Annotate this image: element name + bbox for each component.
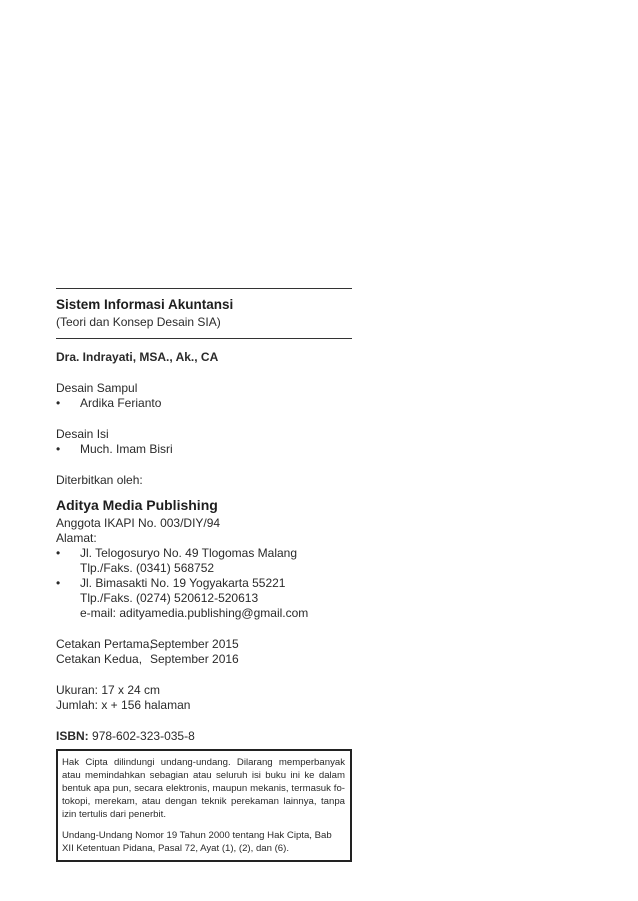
book-title: Sistem Informasi Akuntansi: [56, 297, 234, 312]
edition-date: September 2015: [150, 637, 239, 651]
address-item: [56, 576, 352, 591]
page-count: Jumlah: x + 156 halaman: [56, 698, 191, 712]
bottom-rule: [56, 338, 352, 339]
book-subtitle: (Teori dan Konsep Desain SIA): [56, 315, 221, 329]
bullet-icon: •: [56, 546, 61, 560]
isbn-label: ISBN:: [56, 729, 89, 743]
cover-designer-item: [56, 396, 352, 411]
edition-label: Cetakan Kedua,: [56, 652, 143, 666]
edition-label: Cetakan Pertama,: [56, 637, 153, 651]
address-phone: Tlp./Faks. (0274) 520612-520613: [80, 591, 259, 605]
book-size: Ukuran: 17 x 24 cm: [56, 683, 161, 697]
interior-design-label: Desain Isi: [56, 427, 109, 441]
edition-row: [56, 637, 352, 652]
interior-designer-item: [56, 442, 352, 457]
address-line: Jl. Bimasakti No. 19 Yogyakarta 55221: [80, 576, 286, 590]
bullet-icon: •: [56, 396, 61, 410]
copyright-page: [56, 288, 352, 862]
copyright-notice-box: [56, 749, 352, 862]
address-line: Jl. Telogosuryo No. 49 Tlogomas Malang: [80, 546, 298, 560]
cover-designer-name: Ardika Ferianto: [80, 396, 162, 410]
edition-row: [56, 652, 352, 667]
bullet-icon: •: [56, 576, 61, 590]
address-item: [56, 546, 352, 561]
publisher-name: Aditya Media Publishing: [56, 497, 218, 513]
isbn-line: [56, 729, 352, 744]
cover-design-label: Desain Sampul: [56, 381, 138, 395]
address-label: Alamat:: [56, 531, 97, 545]
bullet-icon: •: [56, 442, 61, 456]
published-by-label: Diterbitkan oleh:: [56, 473, 143, 487]
isbn-value: 978-602-323-035-8: [92, 729, 195, 743]
address-phone: Tlp./Faks. (0341) 568752: [80, 561, 215, 575]
top-rule: [56, 288, 352, 289]
publisher-email: e-mail: adityamedia.publishing@gmail.com: [80, 606, 309, 620]
copyright-law: Undang-Undang Nomor 19 Tahun 2000 tentang Hak Cipta, Bab XII Ketentuan Pidana, Pasal 72, Ayat (1), (2), dan (6).: [62, 830, 332, 854]
edition-date: September 2016: [150, 652, 239, 666]
interior-designer-name: Much. Imam Bisri: [80, 442, 173, 456]
copyright-notice: Hak Cipta dilindungi undang-undang. Dilarang memperbanyak atau memindahkan sebagian atau seluruh isi buku ini ke dalam bentuk apa pun, secara elektronis, maupun mekanis, termasuk fo-tokopi, merekam, atau dengan teknik perekaman lainnya, tanpa izin tertulis dari penerbit.: [62, 757, 345, 820]
author-name: Dra. Indrayati, MSA., Ak., CA: [56, 350, 219, 364]
ikapi-membership: Anggota IKAPI No. 003/DIY/94: [56, 516, 221, 530]
